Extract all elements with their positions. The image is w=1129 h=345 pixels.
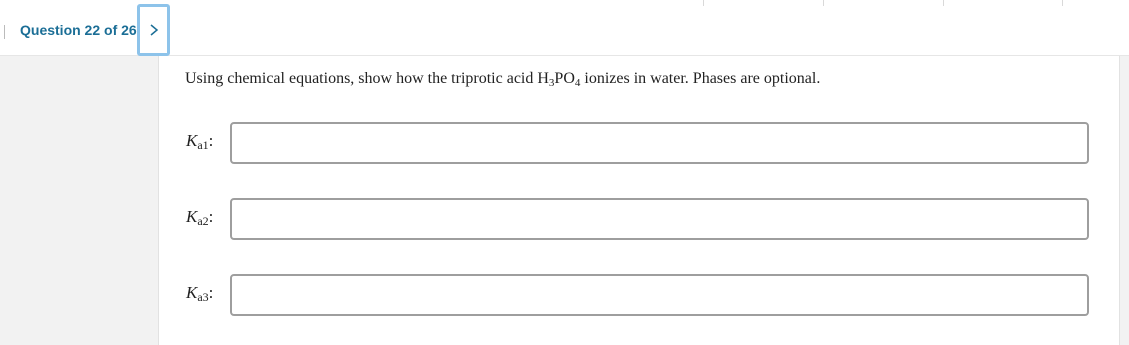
question-counter: Question 22 of 26	[20, 22, 137, 38]
previous-edge-marker[interactable]	[0, 25, 5, 39]
tab-divider	[1062, 0, 1063, 6]
ka2-answer-field[interactable]	[230, 198, 1089, 240]
ka2-label: $K_{a2}$:	[186, 207, 214, 228]
ka1-label: $K_{a1}$:	[186, 131, 214, 152]
prompt-text-before: Using chemical equations, show how the triprotic acid	[185, 70, 538, 87]
ka3-answer-field[interactable]	[230, 274, 1089, 316]
next-question-button[interactable]	[137, 4, 170, 56]
tab-divider	[943, 0, 944, 6]
chevron-right-icon	[149, 23, 159, 37]
formula-po: PO	[554, 70, 575, 87]
tab-divider	[703, 0, 704, 6]
ka1-answer-field[interactable]	[230, 122, 1089, 164]
formula-h-subscript: 3	[548, 77, 555, 89]
question-prompt	[185, 70, 820, 89]
tab-divider	[823, 0, 824, 6]
ka3-label: $K_{a3}$:	[186, 283, 214, 304]
formula-po-subscript: 4	[574, 77, 581, 89]
prompt-text-after: ionizes in water. Phases are optional.	[580, 70, 821, 87]
formula-h: H	[537, 70, 549, 87]
